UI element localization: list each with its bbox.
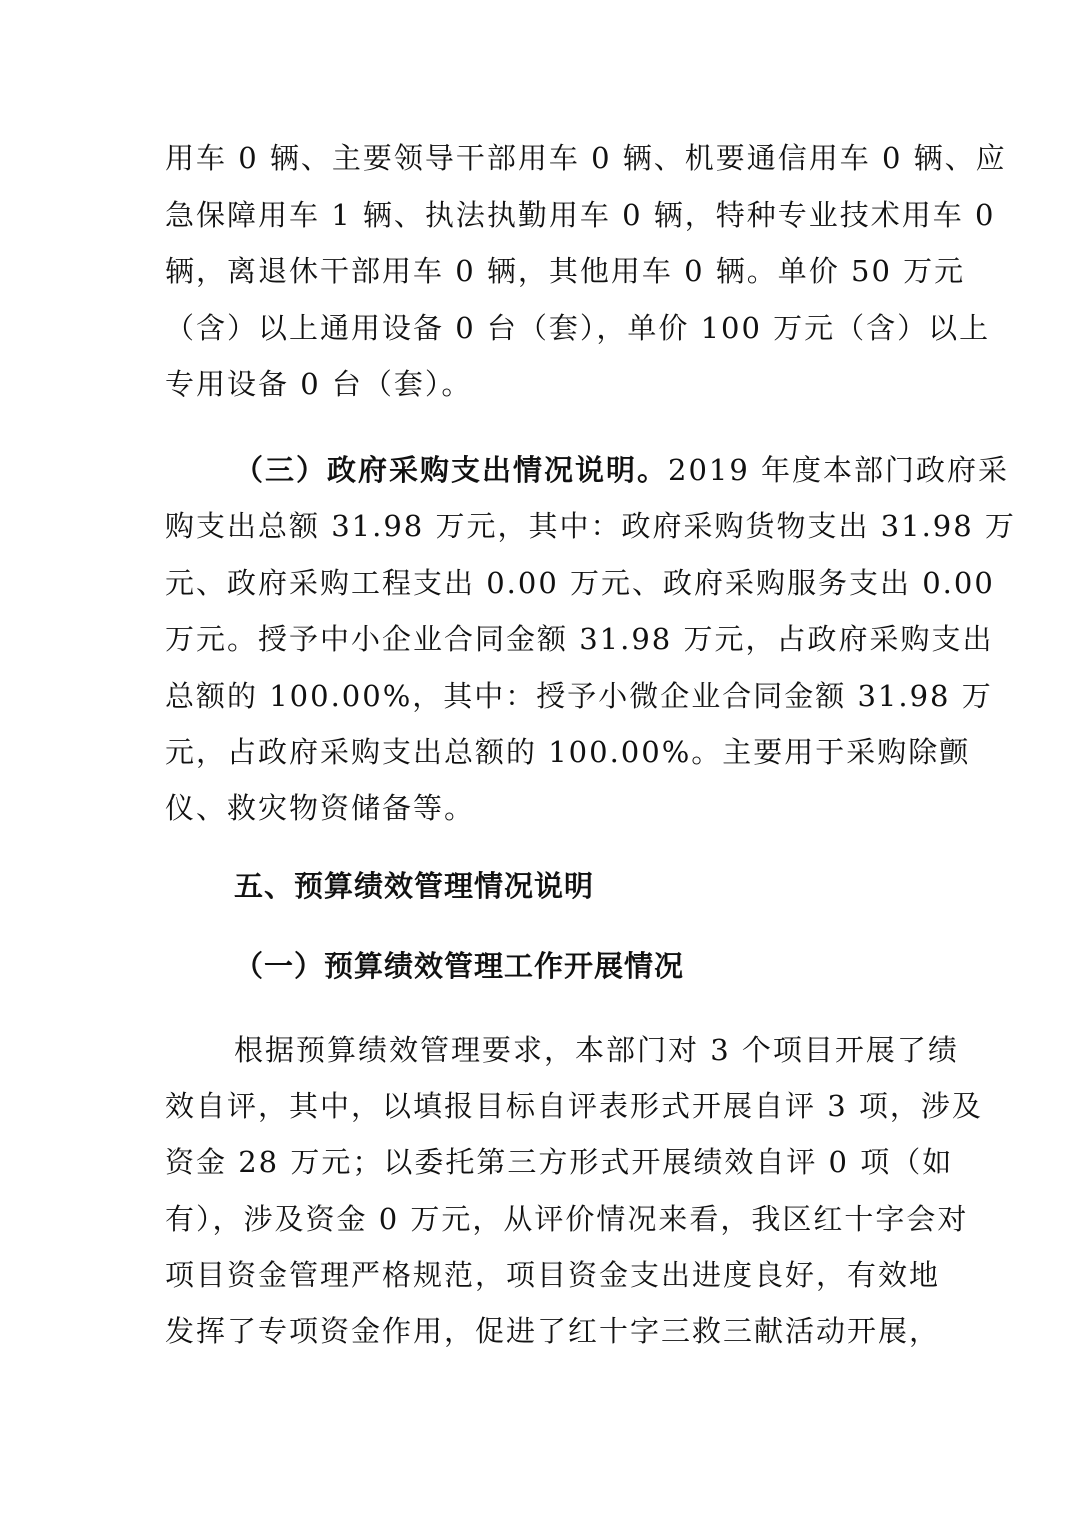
vehicles-line-4: （含）以上通用设备 0 台（套），单价 100 万元（含）以上 [165,311,991,345]
vehicles-line-2: 急保障用车 1 辆、执法执勤用车 0 辆，特种专业技术用车 0 [165,198,996,232]
performance-line-4: 有），涉及资金 0 万元，从评价情况来看，我区红十字会对 [165,1202,969,1236]
performance-line-2: 效自评，其中，以填报目标自评表形式开展自评 3 项，涉及 [165,1089,983,1123]
performance-line-3: 资金 28 万元；以委托第三方形式开展绩效自评 0 项（如 [165,1145,954,1179]
performance-line-1: 根据预算绩效管理要求，本部门对 3 个项目开展了绩 [234,1033,959,1067]
vehicles-line-5: 专用设备 0 台（套）。 [165,367,473,401]
procurement-line-3: 元、政府采购工程支出 0.00 万元、政府采购服务支出 0.00 [165,566,995,600]
procurement-line-6: 元，占政府采购支出总额的 100.00%。主要用于采购除颤 [165,735,971,769]
vehicles-line-1: 用车 0 辆、主要领导干部用车 0 辆、机要通信用车 0 辆、应 [165,141,1007,175]
section-5-1-heading: （一）预算绩效管理工作开展情况 [234,949,685,983]
procurement-line-4: 万元。授予中小企业合同金额 31.98 万元，占政府采购支出 [165,622,994,656]
vehicles-line-3: 辆，离退休干部用车 0 辆，其他用车 0 辆。单价 50 万元 [165,254,966,288]
performance-line-6: 发挥了专项资金作用，促进了红十字三救三献活动开展， [165,1314,941,1348]
procurement-line-2: 购支出总额 31.98 万元，其中：政府采购货物支出 31.98 万 [165,509,1016,543]
procurement-line-1 [234,450,1010,490]
procurement-line-7: 仪、救灾物资储备等。 [165,791,476,825]
section-5-heading: 五、预算绩效管理情况说明 [234,869,595,903]
procurement-lead: （三）政府采购支出情况说明。 [234,453,669,487]
procurement-line-5: 总额的 100.00%，其中：授予小微企业合同金额 31.98 万 [165,679,993,713]
performance-line-5: 项目资金管理严格规范，项目资金支出进度良好，有效地 [165,1258,941,1292]
procurement-line-1-rest: 2019 年度本部门政府采 [668,453,1010,487]
